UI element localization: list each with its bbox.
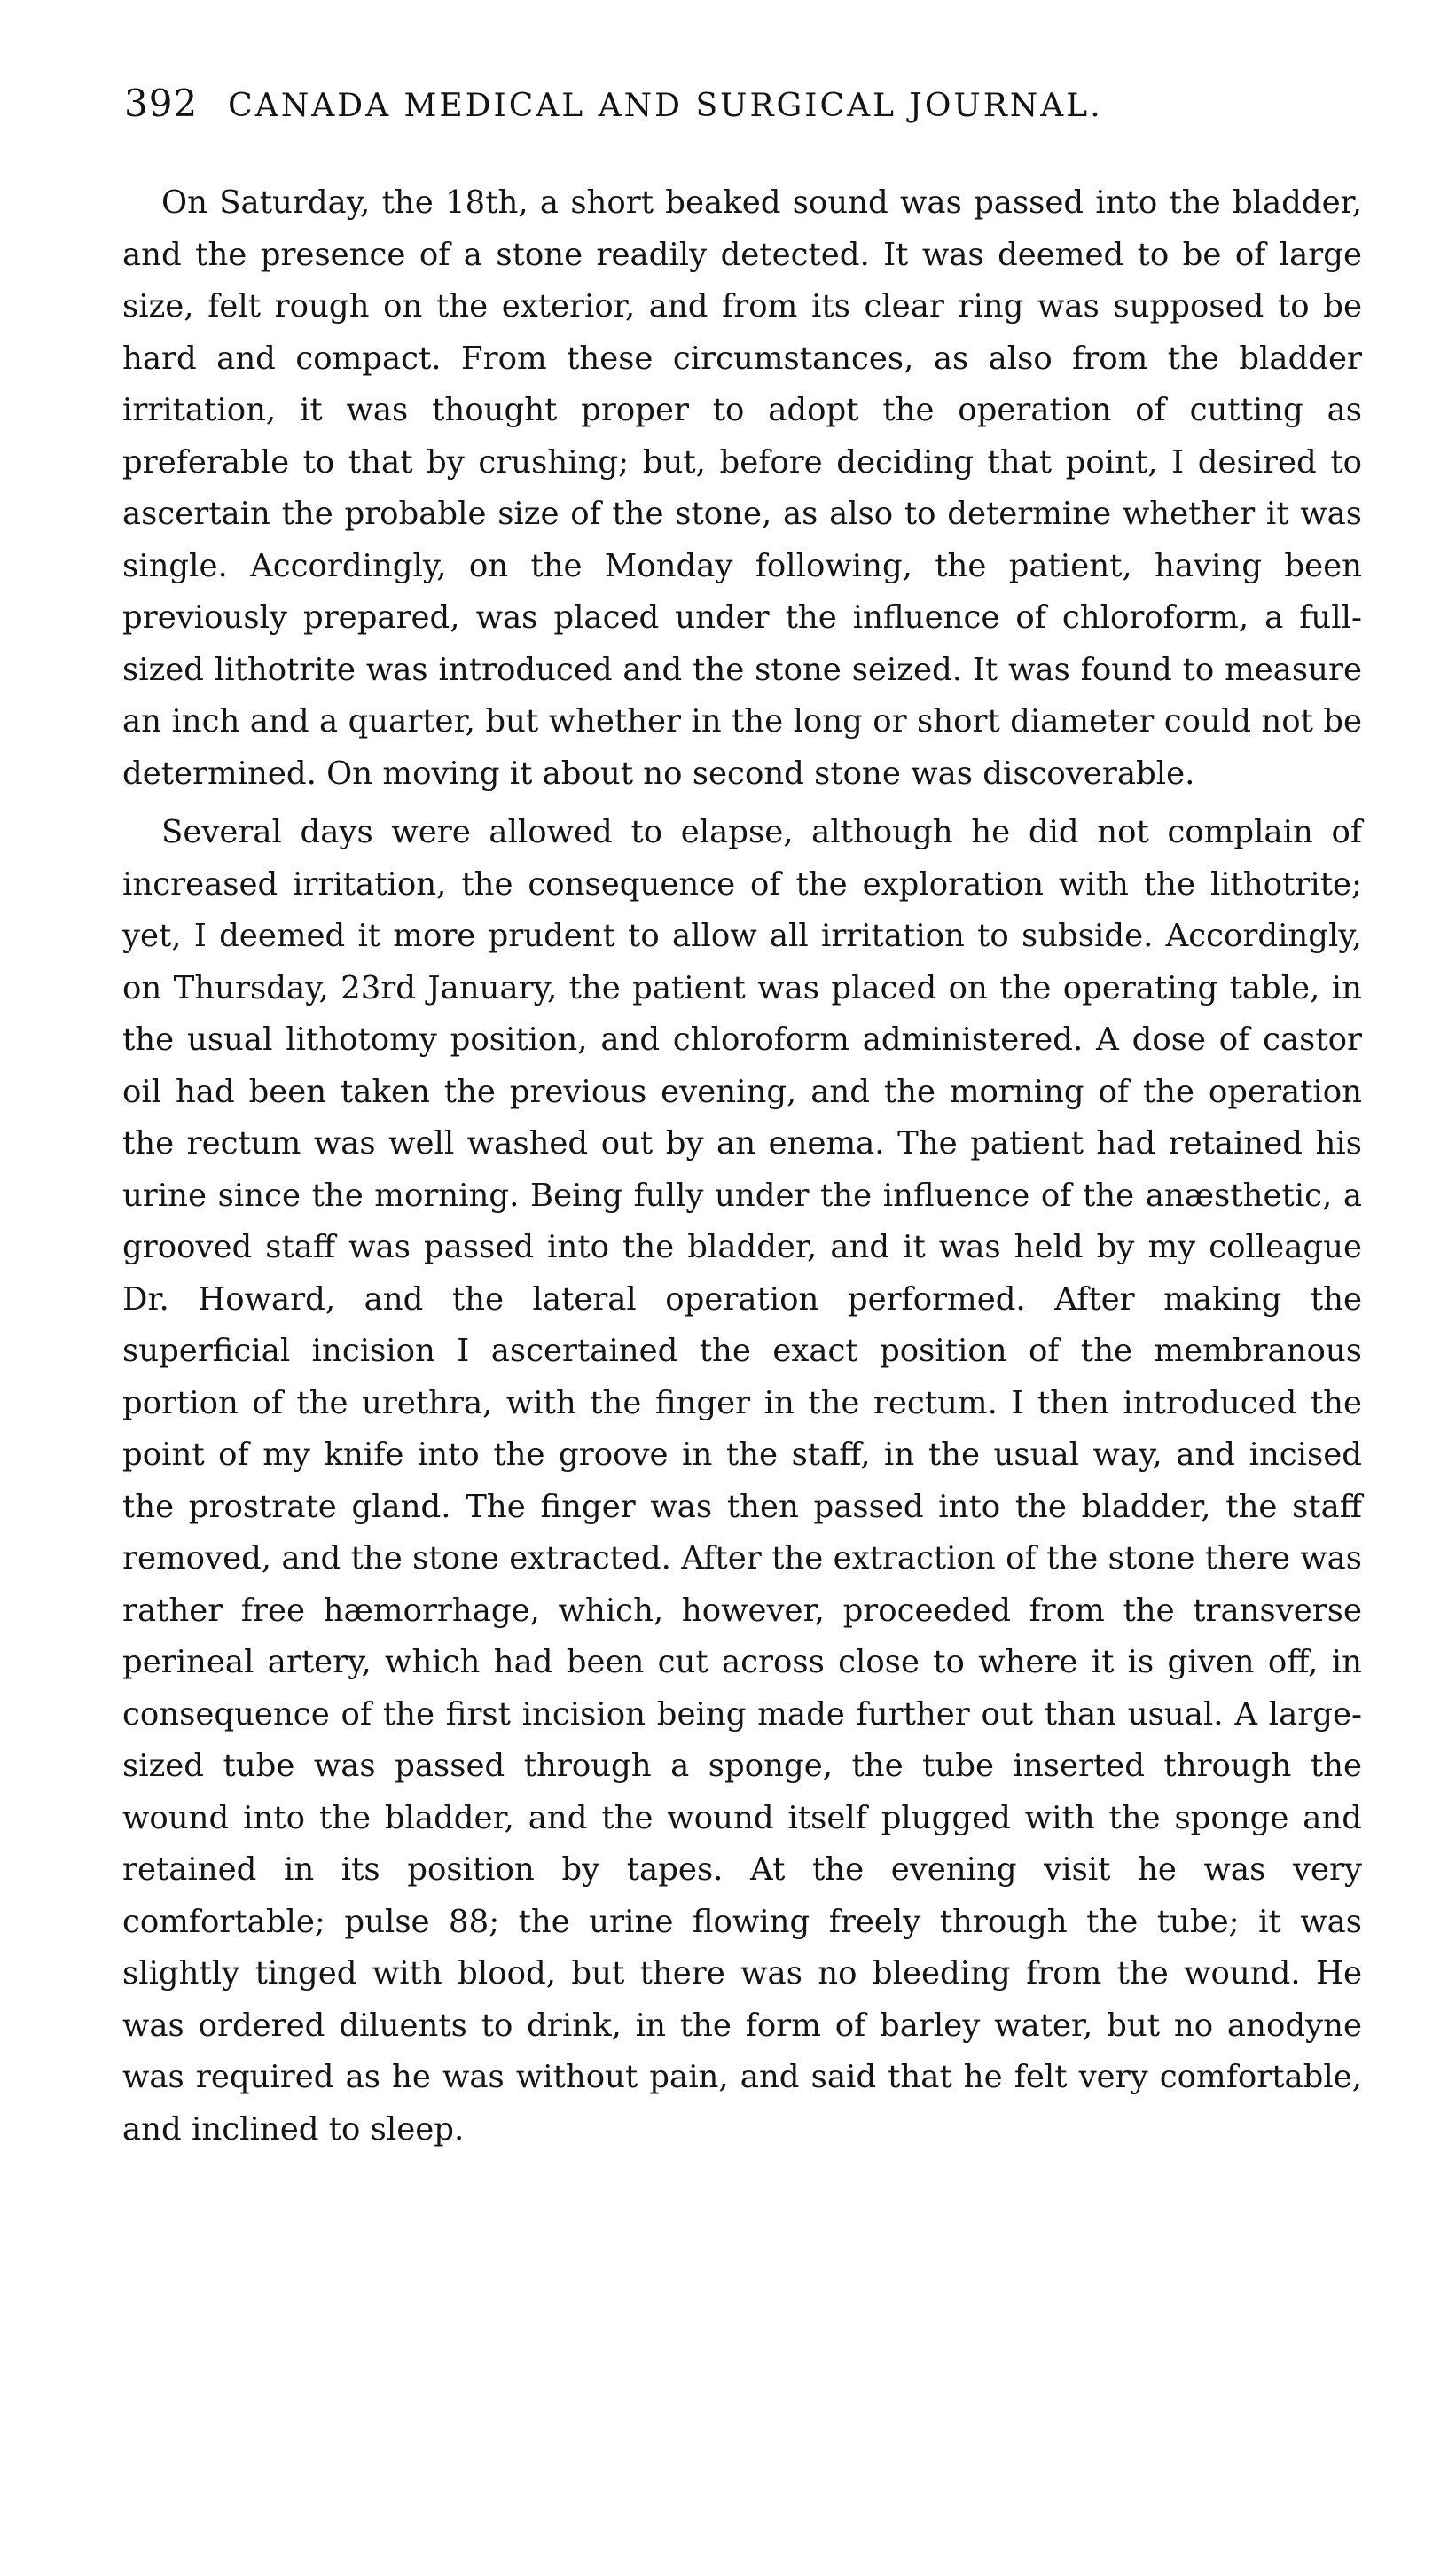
paragraph-1: On Saturday, the 18th, a short beaked sound was passed into the bladder, and the presence of a stone readily detected. It was deemed to be of large size, felt rough on the exterior, and from its clear ring was supposed to be hard and compact. From these circumstances, as also from the bladder irritation, it was thought proper to adopt the operation of cutting as preferable to that by crushing; but, before deciding that point, I desired to ascertain the probable size of the stone, as also to determine whether it was single. Accordingly, on the Monday following, the patient, having been previously prepared, was placed under the influence of chloroform, a full-sized lithotrite was introduced and the stone seized. It was found to measure an inch and a quarter, but whether in the long or short diameter could not be determined. On moving it about no second stone was discoverable.	[122, 184, 1362, 792]
article-body	[122, 177, 1362, 2156]
paragraph-2: Several days were allowed to elapse, although he did not complain of increased irritation, the consequence of the exploration with the lithotrite; yet, I deemed it more prudent to allow all irritation to subside. Accordingly, on Thursday, 23rd January, the patient was placed on the operating table, in the usual lithotomy position, and chloroform administered. A dose of castor oil had been taken the previous evening, and the morning of the operation the rectum was well washed out by an enema. The patient had retained his urine since the morning. Being fully under the influence of the anæsthetic, a grooved staff was passed into the bladder, and it was held by my colleague Dr. Howard, and the lateral operation performed. After making the superficial incision I ascertained the exact position of the membranous portion of the urethra, with the finger in the rectum. I then introduced the point of my knife into the groove in the staff, in the usual way, and incised the prostrate gland. The finger was then passed into the bladder, the staff removed, and the stone extracted. After the extraction of the stone there was rather free hæmorrhage, which, however, proceeded from the transverse perineal artery, which had been cut across close to where it is given off, in consequence of the first incision being made further out than usual. A large-sized tube was passed through a sponge, the tube inserted through the wound into the bladder, and the wound itself plugged with the sponge and retained in its position by tapes. At the evening visit he was very comfortable; pulse 88; the urine flowing freely through the tube; it was slightly tinged with blood, but there was no bleeding from the wound. He was ordered diluents to drink, in the form of barley water, but no anodyne was required as he was without pain, and said that he felt very comfortable, and inclined to sleep.	[122, 814, 1362, 2148]
page-header	[124, 82, 1348, 135]
page-number: 392	[124, 82, 199, 125]
running-head: CANADA MEDICAL AND SURGICAL JOURNAL.	[228, 88, 1103, 124]
